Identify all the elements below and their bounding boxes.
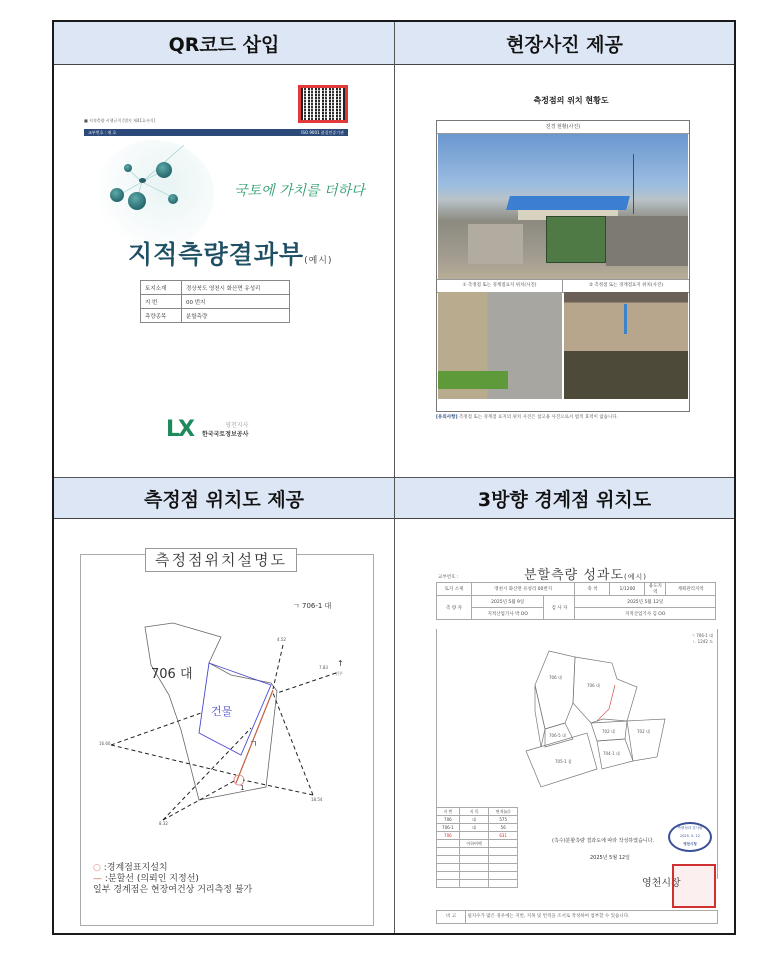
parcel-label: 702 대 [637,729,650,734]
lx-logo-icon: LX [166,417,193,442]
parcel-label: 706 대 [587,683,600,688]
boundary-photo-2[interactable] [564,292,688,399]
remark-row: 비 고 필지수가 많은 경우에는 지번, 지목 및 면적을 조서로 작성하여 첨부할 수 있습니다. [436,910,718,924]
photo-grass [438,371,508,389]
signer-name: 영천시장 [642,878,681,889]
photo-roof [506,196,630,210]
north-arrow-icon: ↑ [337,659,344,668]
measurement-point-diagram [80,551,374,926]
photo-caption-1: ① 측정점 또는 경계점표지 위치(사진) [437,279,563,293]
satellite-icon [139,178,146,183]
document-title: 지적측량결과부(예시) [128,240,333,269]
distance-label: 4.52 [277,637,286,642]
photo-note: [유의사항] 측정점 또는 경계점 표지의 위치 사진은 참고용 사진으로서 법적 효력이 없습니다. [436,415,619,420]
parcel-label: 702 대 [602,729,615,734]
header-site-photo: 현장사진 제공 [395,22,734,65]
photo-pole [633,154,634,214]
photo-caption-2: ② 측정점 또는 경계점표지 위치(사진) [563,279,689,293]
parcel-label: 706-5 대 [549,733,566,738]
neighbor-parcel-label: ㄱ 706-1 대 [293,602,332,610]
survey-map-title: 분할측량 성과도(예시) [524,568,648,583]
map-legend: ㄱ 706-1 대 ㄴ 1242 도 [691,633,713,644]
distance-label: 7.83 [319,665,328,670]
boundary-photo-1[interactable] [438,292,562,399]
statement-text: (측수)분할측량 결과도에 따라 작성하였습니다. [552,838,655,844]
photo-doc-title: 측정점의 위치 현황도 [533,96,609,105]
diagram-legend: ○ :경계점표지설치 — :분할선 (의뢰인 지정선) 일부 경계점은 현장여건상 거리측정 불가 [93,863,253,895]
qr-code[interactable] [298,85,348,123]
land-info-table: 토지소재 경상북도 영천시 화산면 유성리 지 번 00 번지 측량종목 분할측량 [140,280,290,323]
overview-photo[interactable] [438,134,688,279]
header-qr-code: QR코드 삽입 [54,22,394,65]
north-label: 전주 [335,671,343,676]
photo-gate [546,216,606,263]
survey-header-table: 토지 소재 영천시 화산면 유성리 00번지 축 척 1/1200 용도지역 계획관리지역 측 량 자 2025년 5월 9일 검 사 자 2025년 5월 12일 지적산업기사 박 OO 지적산업기사 김 OO [436,582,716,620]
slogan: 국토에 가치를 더하다 [234,183,365,199]
boundary-marker-icon: ○ [93,863,101,873]
photo-frame [436,120,690,412]
diagram-footnote: 일부 경계점은 현장여건상 거리측정 불가 [93,885,253,895]
sign-date: 2025년 5월 12일 [590,855,630,861]
distance-label: 8.32 [159,821,168,826]
header-three-way-boundary: 3방향 경계점 위치도 [395,478,734,519]
distance-label: 16.60 [99,741,111,746]
subdivision-survey-map [424,554,719,924]
globe-node [156,162,172,178]
photo-header: 전경 현황(사진) [437,121,689,134]
parcel-label: 706 대 [549,675,562,680]
globe-node [110,188,124,202]
photo-pipe [624,304,627,334]
mark-g-label: ㄱ [249,740,258,750]
parcel-label: 704-1 대 [603,751,620,756]
official-seal-icon [672,864,716,908]
globe-graphic [94,140,214,250]
survey-result-document [84,85,370,455]
point-1-label: 1 [240,784,245,792]
globe-node [124,164,132,172]
diagram-title: 측정점위치설명도 [145,548,297,572]
area-table: 지 번 지 목 면적(㎡) 706 대 575 706-1 대 56 706 631 이하여백 [436,807,518,888]
parcel-outlines [437,629,717,809]
photo-wall [606,216,688,266]
document-bar [84,129,348,136]
globe-node [128,192,146,210]
issue-number-label: 교부번호 : [438,575,459,580]
form-note: ■ 지적측량 시행규칙 [별지 제41호서식] [84,118,156,123]
iso-label: ISO 9001 품질인증기관 [301,130,344,135]
parcel-706-label: 706 대 [151,667,193,682]
issue-number: 교부번호 : 제 호 [88,130,117,135]
inspection-stamp: 측량성과 검사필 2025. 5. 12 영천시청 [668,822,712,852]
org-name: 영천지사 한국국토정보공사 [202,422,249,438]
split-line-icon: — [93,874,102,884]
parcel-label: 705-1 잡 [555,759,572,764]
distance-label: 18.54 [311,797,323,802]
building-label: 건물 [211,705,233,718]
globe-node [168,194,178,204]
comparison-grid [52,20,736,935]
site-photo-document [426,85,716,455]
photo-wall [468,224,523,264]
header-measure-point-map: 측정점 위치도 제공 [54,478,394,519]
